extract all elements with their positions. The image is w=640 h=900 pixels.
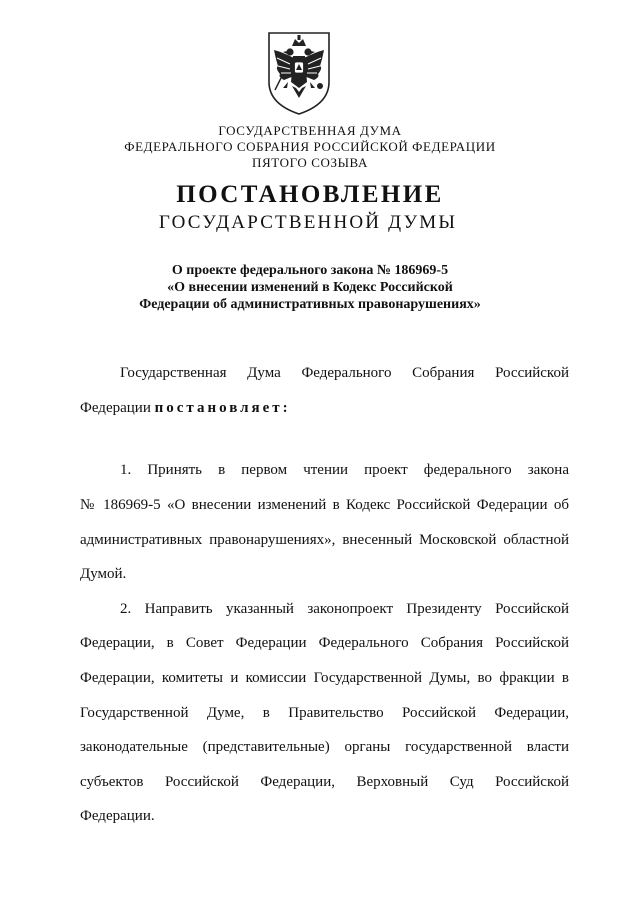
header-federal-assembly: ФЕДЕРАЛЬНОГО СОБРАНИЯ РОССИЙСКОЙ ФЕДЕРАЦИИ <box>124 139 496 154</box>
russian-coat-of-arms-icon <box>266 30 332 116</box>
item1-line-2: № 186969-5 «О внесении изменений в Кодекс Российской Федерации об <box>80 497 569 513</box>
item1-line-3: административных правонарушениях», внесенный Московской областной <box>80 532 569 548</box>
subject-line-2: «О внесении изменений в Кодекс Российской <box>167 280 453 295</box>
item2-line-1: 2. Направить указанный законопроект Президенту Российской <box>120 601 569 617</box>
item1-line-4: Думой. <box>80 566 127 582</box>
coat-of-arms-emblem <box>266 30 332 116</box>
item2-line-7: Федерации. <box>80 808 155 824</box>
subject-line-3: Федерации об административных правонарушениях» <box>139 297 481 312</box>
header-convocation: ПЯТОГО СОЗЫВА <box>252 155 368 170</box>
document-title: ПОСТАНОВЛЕНИЕ <box>176 181 444 208</box>
preamble-line-2 <box>80 399 569 417</box>
resolves-word: постановляет: <box>154 400 291 416</box>
item2-line-3: Федерации, комитеты и комиссии Государственной Думы, во фракции в <box>80 670 569 686</box>
header-duma-name: ГОСУДАРСТВЕННАЯ ДУМА <box>218 123 402 138</box>
preamble-federation-word: Федерации <box>80 400 151 416</box>
item2-line-2: Федерации, в Совет Федерации Федерального Собрания Российской <box>80 635 569 651</box>
item2-line-5: законодательные (представительные) органы государственной власти <box>80 739 569 755</box>
preamble-line-1: Государственная Дума Федерального Собрания Российской <box>120 365 569 381</box>
document-subtitle: ГОСУДАРСТВЕННОЙ ДУМЫ <box>158 212 458 233</box>
item2-line-4: Государственной Думе, в Правительство Российской Федерации, <box>80 705 569 721</box>
subject-line-1: О проекте федерального закона № 186969-5 <box>171 263 449 278</box>
item2-line-6: субъектов Российской Федерации, Верховный Суд Российской <box>80 774 569 790</box>
item1-line-1: 1. Принять в первом чтении проект федерального закона <box>120 462 569 478</box>
